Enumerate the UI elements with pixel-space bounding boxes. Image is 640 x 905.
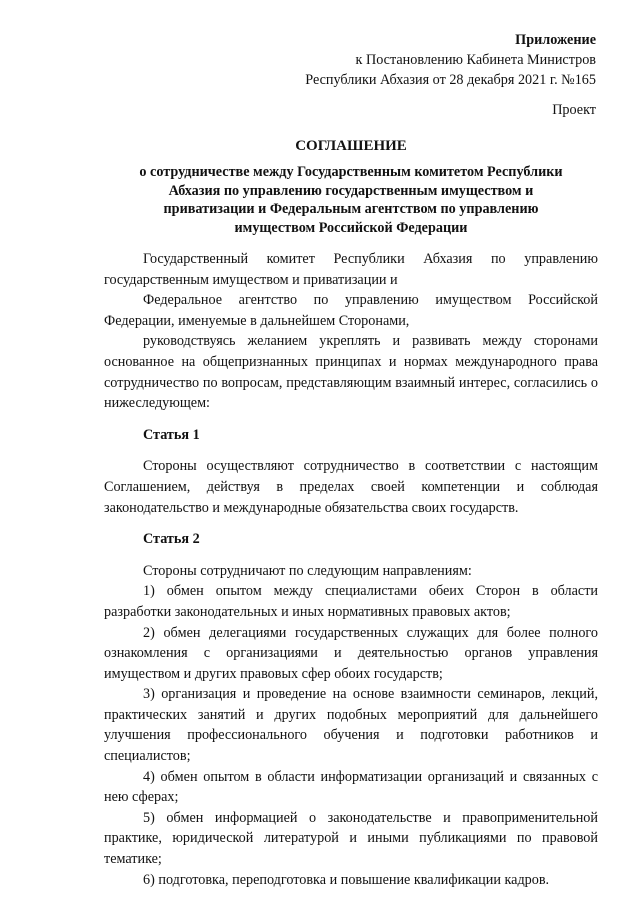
preamble-paragraph: руководствуясь желанием укреплять и развивать между сторонами основанное на общепризнанных принципах и нормах международного права сотрудничество по вопросам, представляющим взаимный интерес, согласились о нижеследующем: — [104, 333, 598, 412]
article-2-item: 6) подготовка, переподготовка и повышение квалификации кадров. — [143, 871, 550, 888]
subtitle-line: приватизации и Федеральным агентством по управлению — [163, 201, 539, 217]
preamble-paragraph: Федеральное агентство по управлению имуществом Российской Федерации, именуемые в дальнейшем Сторонами, — [104, 292, 598, 329]
article-2-heading: Статья 2 — [143, 531, 200, 548]
draft-label: Проект — [552, 102, 596, 118]
article-2-item: 4) обмен опытом в области информатизации организаций и связанных с нею сферах; — [104, 768, 598, 806]
article-2-item: 1) обмен опытом между специалистами обеих Сторон в области разработки законодательных и иных нормативных правовых актов; — [104, 583, 598, 620]
article-2-item: 2) обмен делегациями государственных служащих для более полного ознакомления с организациями и деятельностью органов управления имуществом и других правовых сфер обоих государств; — [104, 624, 598, 682]
preamble-paragraph: Государственный комитет Республики Абхазия по управлению государственным имуществом и приватизации и — [104, 251, 598, 288]
document-title: СОГЛАШЕНИЕ — [295, 138, 407, 154]
article-2-item: 3) организация и проведение на основе взаимности семинаров, лекций, практических занятий и других подобных мероприятий для дальнейшего улучшения профессионального обучения и подготовки работников и специалистов; — [104, 686, 598, 765]
article-2-intro: Стороны сотрудничают по следующим направлениям: — [143, 562, 472, 579]
decree-date: Республики Абхазия от 28 декабря 2021 г. №165 — [305, 72, 596, 88]
article-1-text: Стороны осуществляют сотрудничество в соответствии с настоящим Соглашением, действуя в пределах своей компетенции и соблюдая законодательство и международные обязательства своих государств. — [104, 458, 598, 516]
article-2-item: 5) обмен информацией о законодательстве и правоприменительной практике, юридической литературой и иными публикациями по правовой тематике; — [104, 809, 598, 868]
document-body — [104, 249, 598, 890]
subtitle-line: о сотрудничестве между Государственным комитетом Республики — [139, 164, 563, 180]
attachment-label: Приложение — [515, 32, 596, 48]
document-subtitle — [104, 163, 598, 237]
article-1-heading: Статья 1 — [143, 426, 200, 443]
subtitle-line: Абхазия по управлению государственным имуществом и — [168, 182, 534, 199]
subtitle-line: имуществом Российской Федерации — [234, 219, 468, 236]
attachment-header — [305, 30, 596, 90]
decree-reference: к Постановлению Кабинета Министров — [355, 52, 596, 68]
